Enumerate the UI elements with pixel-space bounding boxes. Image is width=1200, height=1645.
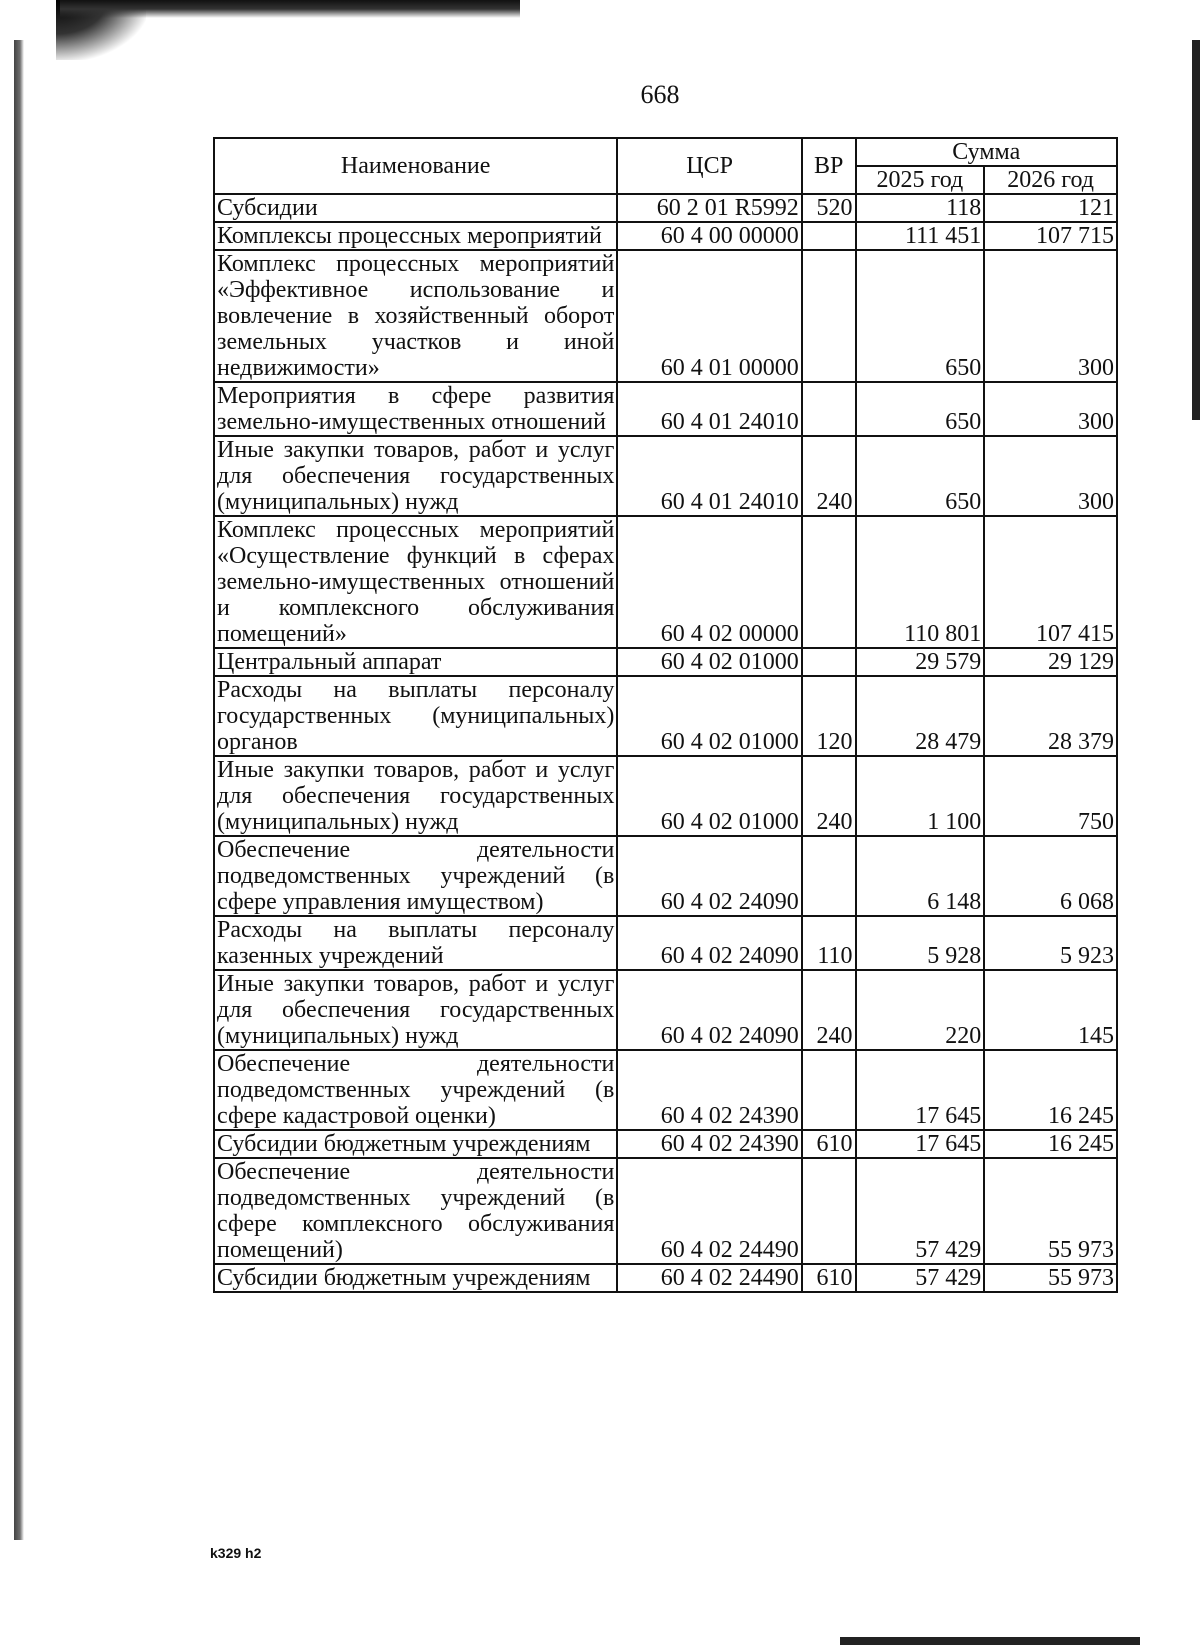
- row-amount-2026: 300: [984, 436, 1117, 516]
- row-csr: 60 4 00 00000: [617, 222, 801, 250]
- row-amount-2026: 145: [984, 970, 1117, 1050]
- row-vr: 120: [802, 676, 856, 756]
- table-row: [214, 836, 1117, 916]
- row-csr: 60 4 02 01000: [617, 756, 801, 836]
- row-name: Центральный аппарат: [214, 648, 617, 676]
- row-name: Субсидии бюджетным учреждениям: [214, 1264, 617, 1292]
- row-csr: 60 4 02 24090: [617, 970, 801, 1050]
- table-row: [214, 1158, 1117, 1264]
- table-row: [214, 382, 1117, 436]
- row-name: Обеспечение деятельности подведомственных учреждений (в сфере кадастровой оценки): [214, 1050, 617, 1130]
- table-row: [214, 516, 1117, 648]
- row-amount-2025: 220: [856, 970, 985, 1050]
- row-amount-2026: 121: [984, 194, 1117, 222]
- row-amount-2025: 650: [856, 382, 985, 436]
- row-vr: [802, 1158, 856, 1264]
- header-name: Наименование: [214, 138, 617, 194]
- row-name: Иные закупки товаров, работ и услуг для обеспечения государственных (муниципальных) нужд: [214, 756, 617, 836]
- row-name: Субсидии: [214, 194, 617, 222]
- row-amount-2026: 16 245: [984, 1050, 1117, 1130]
- row-vr: [802, 1050, 856, 1130]
- row-amount-2026: 6 068: [984, 836, 1117, 916]
- table-row: [214, 222, 1117, 250]
- table-header: [214, 138, 1117, 194]
- table-row: [214, 916, 1117, 970]
- row-csr: 60 4 02 24490: [617, 1264, 801, 1292]
- row-vr: 520: [802, 194, 856, 222]
- header-csr: ЦСР: [617, 138, 801, 194]
- row-csr: 60 4 02 00000: [617, 516, 801, 648]
- row-amount-2026: 107 715: [984, 222, 1117, 250]
- scan-shadow-left: [14, 40, 24, 1540]
- row-vr: [802, 516, 856, 648]
- row-amount-2025: 118: [856, 194, 985, 222]
- row-amount-2025: 6 148: [856, 836, 985, 916]
- row-amount-2025: 5 928: [856, 916, 985, 970]
- row-csr: 60 4 02 01000: [617, 648, 801, 676]
- row-vr: 610: [802, 1130, 856, 1158]
- row-name: Иные закупки товаров, работ и услуг для обеспечения государственных (муниципальных) нужд: [214, 436, 617, 516]
- header-year-2026: 2026 год: [984, 166, 1117, 194]
- row-name: Субсидии бюджетным учреждениям: [214, 1130, 617, 1158]
- header-year-2025: 2025 год: [856, 166, 985, 194]
- row-vr: [802, 836, 856, 916]
- row-vr: [802, 648, 856, 676]
- footer-code: k329 h2: [210, 1545, 262, 1561]
- table-row: [214, 970, 1117, 1050]
- scan-shadow-top: [60, 0, 520, 18]
- row-amount-2026: 29 129: [984, 648, 1117, 676]
- row-amount-2025: 28 479: [856, 676, 985, 756]
- row-amount-2025: 29 579: [856, 648, 985, 676]
- row-csr: 60 4 02 24090: [617, 836, 801, 916]
- row-csr: 60 4 02 01000: [617, 676, 801, 756]
- header-sum: Сумма: [856, 138, 1118, 166]
- table-body: [214, 194, 1117, 1292]
- row-name: Комплексы процессных мероприятий: [214, 222, 617, 250]
- row-name: Комплекс процессных мероприятий «Эффективное использование и вовлечение в хозяйственный оборот земельных участков и иной недвижимости»: [214, 250, 617, 382]
- row-vr: [802, 382, 856, 436]
- row-amount-2025: 650: [856, 250, 985, 382]
- row-csr: 60 4 01 00000: [617, 250, 801, 382]
- row-csr: 60 4 01 24010: [617, 436, 801, 516]
- row-amount-2025: 650: [856, 436, 985, 516]
- row-name: Иные закупки товаров, работ и услуг для обеспечения государственных (муниципальных) нужд: [214, 970, 617, 1050]
- row-amount-2026: 300: [984, 382, 1117, 436]
- row-csr: 60 2 01 R5992: [617, 194, 801, 222]
- row-amount-2025: 1 100: [856, 756, 985, 836]
- row-amount-2026: 16 245: [984, 1130, 1117, 1158]
- row-amount-2025: 17 645: [856, 1130, 985, 1158]
- table-row: [214, 676, 1117, 756]
- row-amount-2026: 28 379: [984, 676, 1117, 756]
- row-csr: 60 4 02 24390: [617, 1050, 801, 1130]
- row-vr: 240: [802, 970, 856, 1050]
- row-amount-2026: 55 973: [984, 1264, 1117, 1292]
- table-row: [214, 194, 1117, 222]
- row-name: Обеспечение деятельности подведомственных учреждений (в сфере комплексного обслуживания помещений): [214, 1158, 617, 1264]
- row-amount-2026: 107 415: [984, 516, 1117, 648]
- row-vr: 240: [802, 756, 856, 836]
- row-amount-2025: 110 801: [856, 516, 985, 648]
- row-amount-2025: 17 645: [856, 1050, 985, 1130]
- table-row: [214, 1130, 1117, 1158]
- page-number: 668: [640, 80, 680, 109]
- table-row: [214, 436, 1117, 516]
- row-amount-2025: 57 429: [856, 1264, 985, 1292]
- row-amount-2025: 57 429: [856, 1158, 985, 1264]
- row-vr: 240: [802, 436, 856, 516]
- row-csr: 60 4 02 24090: [617, 916, 801, 970]
- row-amount-2025: 111 451: [856, 222, 985, 250]
- row-csr: 60 4 02 24490: [617, 1158, 801, 1264]
- row-amount-2026: 5 923: [984, 916, 1117, 970]
- row-amount-2026: 300: [984, 250, 1117, 382]
- scan-shadow-bottom: [840, 1637, 1140, 1645]
- table-row: [214, 250, 1117, 382]
- row-vr: [802, 250, 856, 382]
- table-row: [214, 1050, 1117, 1130]
- row-name: Обеспечение деятельности подведомственных учреждений (в сфере управления имуществом): [214, 836, 617, 916]
- row-name: Расходы на выплаты персоналу казенных учреждений: [214, 916, 617, 970]
- table-row: [214, 756, 1117, 836]
- row-amount-2026: 55 973: [984, 1158, 1117, 1264]
- row-vr: 610: [802, 1264, 856, 1292]
- row-name: Расходы на выплаты персоналу государственных (муниципальных) органов: [214, 676, 617, 756]
- row-name: Мероприятия в сфере развития земельно-имущественных отношений: [214, 382, 617, 436]
- row-csr: 60 4 01 24010: [617, 382, 801, 436]
- row-csr: 60 4 02 24390: [617, 1130, 801, 1158]
- row-name: Комплекс процессных мероприятий «Осуществление функций в сферах земельно-имущественных отношений и комплексного обслуживания помещений»: [214, 516, 617, 648]
- row-vr: [802, 222, 856, 250]
- table-row: [214, 648, 1117, 676]
- budget-table: [213, 137, 1118, 1293]
- row-vr: 110: [802, 916, 856, 970]
- table-row: [214, 1264, 1117, 1292]
- row-amount-2026: 750: [984, 756, 1117, 836]
- header-vr: ВР: [802, 138, 856, 194]
